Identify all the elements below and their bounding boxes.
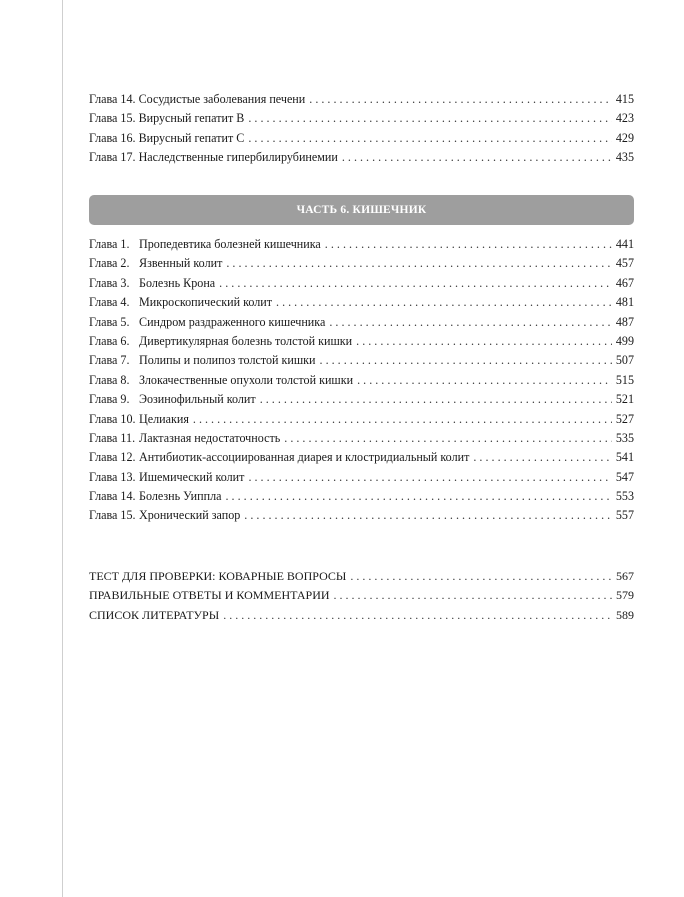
toc-entry[interactable] (89, 506, 634, 525)
toc-entry[interactable] (89, 332, 634, 351)
page-number: 579 (616, 588, 634, 603)
chapter-title: Полипы и полипоз толстой кишки (139, 353, 316, 368)
chapter-number: Глава 11. (89, 430, 136, 445)
chapter-number: Глава 16. (89, 130, 136, 145)
page-number: 589 (616, 607, 634, 622)
chapter-title: Сосудистые заболевания печени (138, 92, 306, 106)
section-title: ТЕСТ ДЛЯ ПРОВЕРКИ: КОВАРНЫЕ ВОПРОСЫ (89, 569, 347, 583)
page-number: 435 (615, 150, 634, 165)
dot-leader (329, 313, 612, 332)
toc-entry[interactable] (89, 448, 634, 467)
page-number: 429 (615, 130, 634, 145)
chapter-title: Хронический запор (139, 508, 241, 523)
dot-leader (248, 129, 612, 148)
page-number: 487 (615, 314, 634, 329)
page-number: 457 (615, 256, 634, 271)
chapter-number: Глава 15. (89, 111, 136, 126)
chapter-number: Глава 10. (89, 411, 136, 426)
toc-entry[interactable] (89, 410, 634, 429)
toc-entry[interactable] (89, 351, 634, 370)
chapter-number: Глава 14. (89, 92, 136, 106)
chapter-title: Ишемический колит (139, 469, 245, 484)
dot-leader (325, 235, 612, 254)
toc-entry[interactable] (89, 274, 634, 293)
dot-leader (223, 606, 612, 625)
page-number: 415 (615, 92, 634, 106)
chapter-title: Целиакия (139, 411, 189, 426)
dot-leader (219, 274, 612, 293)
chapter-title: Антибиотик-ассоциированная диарея и клостридиальный колит (139, 450, 470, 465)
page-number: 467 (615, 275, 634, 290)
chapter-title: Наследственные гипербилирубинемии (138, 150, 338, 165)
toc-entry[interactable] (89, 148, 634, 167)
page-number: 547 (615, 469, 634, 484)
chapter-title: Вирусный гепатит С (138, 130, 245, 145)
dot-leader (284, 429, 612, 448)
chapter-number: Глава 13. (89, 469, 136, 484)
part-heading-banner: ЧАСТЬ 6. КИШЕЧНИК (89, 195, 634, 225)
chapter-number: Глава 1. (89, 237, 130, 251)
toc-entry[interactable] (89, 313, 634, 332)
page-number: 553 (615, 489, 634, 504)
toc-entry[interactable] (89, 293, 634, 312)
chapter-number: Глава 6. (89, 333, 130, 348)
page-number: 527 (615, 411, 634, 426)
chapter-title: Язвенный колит (139, 256, 223, 271)
chapter-title: Вирусный гепатит В (138, 111, 245, 126)
toc-entry[interactable] (89, 371, 634, 390)
page-number: 567 (616, 569, 634, 583)
section-title: ПРАВИЛЬНЫЕ ОТВЕТЫ И КОММЕНТАРИИ (89, 588, 330, 603)
dot-leader (244, 506, 612, 525)
page-number: 499 (615, 333, 634, 348)
chapter-number: Глава 8. (89, 372, 130, 387)
dot-leader (248, 468, 611, 487)
toc-part6 (89, 235, 634, 526)
toc-entry[interactable] (89, 390, 634, 409)
dot-leader (350, 567, 612, 586)
toc-entry[interactable] (89, 567, 634, 586)
toc-entry[interactable] (89, 429, 634, 448)
chapter-number: Глава 2. (89, 256, 130, 271)
chapter-title: Болезнь Крона (139, 275, 216, 290)
dot-leader (357, 371, 612, 390)
dot-leader (356, 332, 612, 351)
chapter-number: Глава 4. (89, 295, 130, 310)
chapter-number: Глава 7. (89, 353, 130, 368)
chapter-number: Глава 17. (89, 150, 136, 165)
chapter-number: Глава 12. (89, 450, 136, 465)
dot-leader (226, 254, 612, 273)
chapter-title: Эозинофильный колит (139, 392, 256, 407)
chapter-title: Пропедевтика болезней кишечника (139, 237, 321, 251)
page-number: 423 (615, 111, 634, 126)
dot-leader (334, 586, 612, 605)
dot-leader (309, 90, 612, 109)
chapter-number: Глава 14. (89, 489, 136, 504)
page-binding-edge (62, 0, 63, 897)
toc-entry[interactable] (89, 586, 634, 605)
chapter-title: Микроскопический колит (139, 295, 273, 310)
chapter-title: Болезнь Уиппла (139, 489, 222, 504)
dot-leader (248, 109, 612, 128)
dot-leader (276, 293, 612, 312)
toc-entry[interactable] (89, 254, 634, 273)
chapter-title: Злокачественные опухоли толстой кишки (139, 372, 354, 387)
chapter-number: Глава 3. (89, 275, 130, 290)
dot-leader (193, 410, 612, 429)
page-number: 441 (615, 237, 634, 251)
page-number: 515 (615, 372, 634, 387)
chapter-title: Лактазная недостаточность (139, 430, 281, 445)
dot-leader (320, 351, 612, 370)
chapter-number: Глава 15. (89, 508, 136, 523)
chapter-number: Глава 5. (89, 314, 130, 329)
page-number: 507 (615, 353, 634, 368)
toc-entry[interactable] (89, 235, 634, 254)
toc-entry[interactable] (89, 468, 634, 487)
dot-leader (342, 148, 612, 167)
toc-entry[interactable] (89, 90, 634, 109)
dot-leader (226, 487, 612, 506)
page-number: 557 (615, 508, 634, 523)
toc-part5-tail (89, 90, 634, 168)
dot-leader (473, 448, 611, 467)
toc-entry[interactable] (89, 129, 634, 148)
toc-entry[interactable] (89, 109, 634, 128)
page-number: 481 (615, 295, 634, 310)
chapter-title: Дивертикулярная болезнь толстой кишки (139, 333, 353, 348)
page-number: 541 (615, 450, 634, 465)
toc-entry[interactable] (89, 606, 634, 625)
chapter-title: Синдром раздраженного кишечника (139, 314, 326, 329)
page-number: 521 (615, 392, 634, 407)
toc-entry[interactable] (89, 487, 634, 506)
toc-back-matter (89, 567, 634, 625)
dot-leader (260, 390, 612, 409)
section-title: СПИСОК ЛИТЕРАТУРЫ (89, 607, 220, 622)
chapter-number: Глава 9. (89, 392, 130, 407)
page-number: 535 (615, 430, 634, 445)
